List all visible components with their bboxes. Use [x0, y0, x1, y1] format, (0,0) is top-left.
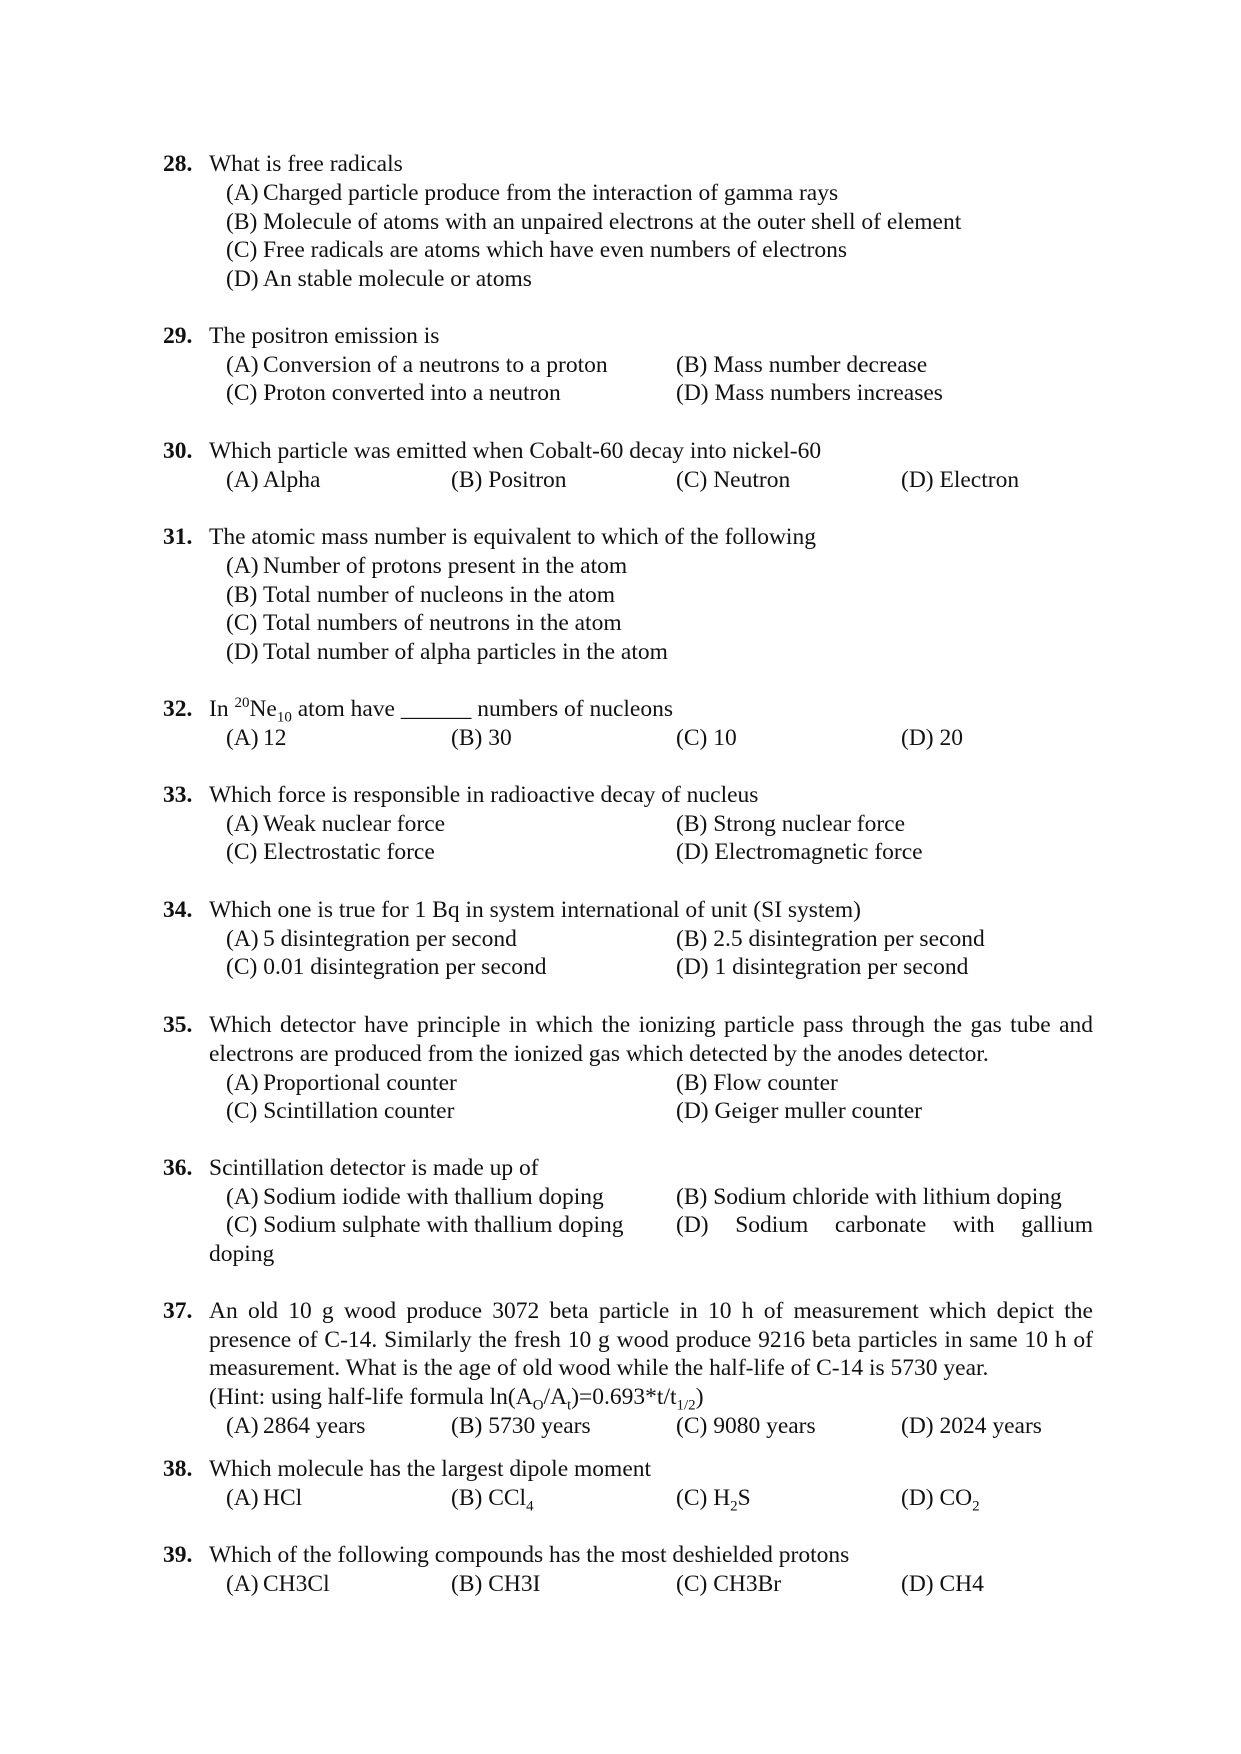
option-d: (D) Sodium carbonate with gallium: [676, 1212, 1093, 1238]
question-stem: What is free radicals: [209, 151, 403, 177]
question-number: 37.: [163, 1298, 193, 1324]
option-a: (A) Charged particle produce from the interaction of gamma rays: [226, 180, 839, 206]
option-c: (C) Proton converted into a neutron: [226, 380, 561, 406]
option-d: (D) CH4: [901, 1571, 984, 1597]
option-a: (A) HCl: [226, 1485, 303, 1511]
option-b: (B) Flow counter: [676, 1070, 838, 1096]
question-hint: (Hint: using half-life formula $\ln(A_O/A_t)=0.693*t/t_{1/2}$): [209, 1384, 704, 1414]
option-a: (A) Weak nuclear force: [226, 811, 446, 837]
option-b: (B) 30: [451, 725, 512, 751]
question-stem: Which force is responsible in radioactive decay of nucleus: [209, 782, 759, 808]
option-c: (C) CH3Br: [676, 1571, 782, 1597]
option-a: (A) Number of protons present in the atom: [226, 553, 628, 579]
option-a: (A) Proportional counter: [226, 1070, 457, 1096]
option-c: (C) Total numbers of neutrons in the atom: [226, 610, 622, 636]
option-a: (A) 12: [226, 725, 287, 751]
option-d: (D) $CO_2$: [901, 1485, 980, 1515]
option-a: (A) Alpha: [226, 467, 321, 493]
option-b: (B) Strong nuclear force: [676, 811, 906, 837]
question-number: 34.: [163, 897, 193, 923]
question-number: 36.: [163, 1155, 193, 1181]
question-number: 30.: [163, 438, 193, 464]
question-stem: An old 10 g wood produce 3072 beta particle in 10 h of measurement which depict the presence of C-14. Similarly the fresh 10 g wood produce 9216 beta particles in same 10 h of measurement. What is the age of old wood while the half-life of C-14 is 5730 year.: [209, 1298, 1093, 1381]
option-a: (A) 5 disintegration per second: [226, 926, 517, 952]
question-stem: The atomic mass number is equivalent to which of the following: [209, 524, 816, 550]
option-b: (B) 5730 years: [451, 1413, 591, 1439]
question-number: 38.: [163, 1456, 193, 1482]
option-c: (C) Scintillation counter: [226, 1098, 455, 1124]
question-number: 28.: [163, 151, 193, 177]
question-stem: In $^{20}Ne_{10}$ atom have ______ numbers of nucleons: [209, 695, 673, 726]
option-c: (C) 0.01 disintegration per second: [226, 954, 547, 980]
option-a: (A) Conversion of a neutrons to a proton: [226, 352, 608, 378]
option-b: (B) 2.5 disintegration per second: [676, 926, 985, 952]
option-c: (C) Electrostatic force: [226, 839, 435, 865]
option-a: (A) 2864 years: [226, 1413, 366, 1439]
option-d: (D) 2024 years: [901, 1413, 1042, 1439]
option-d: (D) Electron: [901, 467, 1020, 493]
question-stem: The positron emission is: [209, 323, 440, 349]
option-b: (B) Total number of nucleons in the atom: [226, 582, 616, 608]
option-c: (C) $H_2S$: [676, 1485, 751, 1515]
option-d: (D) Electromagnetic force: [676, 839, 923, 865]
question-number: 35.: [163, 1012, 193, 1038]
option-b: (B) CH3I: [451, 1571, 541, 1597]
option-c: (C) Neutron: [676, 467, 791, 493]
option-d: (D) 1 disintegration per second: [676, 954, 969, 980]
option-d: (D) Geiger muller counter: [676, 1098, 922, 1124]
question-stem: Which molecule has the largest dipole moment: [209, 1456, 652, 1482]
option-d: (D) Mass numbers increases: [676, 380, 943, 406]
option-d: (D) Total number of alpha particles in the atom: [226, 639, 668, 665]
question-number: 39.: [163, 1542, 193, 1568]
option-d: (D) 20: [901, 725, 963, 751]
question-stem: Scintillation detector is made up of: [209, 1155, 539, 1181]
option-c: (C) Free radicals are atoms which have even numbers of electrons: [226, 237, 848, 263]
option-a: (A) Sodium iodide with thallium doping: [226, 1184, 604, 1210]
option-c: (C) Sodium sulphate with thallium doping: [226, 1212, 624, 1238]
question-stem: Which detector have principle in which the ionizing particle pass through the gas tube and electrons are produced from the ionized gas which detected by the anodes detector.: [209, 1012, 1093, 1067]
option-d: (D) An stable molecule or atoms: [226, 266, 532, 292]
option-d-continuation: doping: [209, 1241, 275, 1267]
question-stem: Which particle was emitted when Cobalt-60 decay into nickel-60: [209, 438, 822, 464]
option-b: (B) Positron: [451, 467, 567, 493]
question-stem: Which of the following compounds has the most deshielded protons: [209, 1542, 850, 1568]
option-b: (B) Mass number decrease: [676, 352, 928, 378]
question-number: 33.: [163, 782, 193, 808]
option-c: (C) 9080 years: [676, 1413, 816, 1439]
option-b: (B) Sodium chloride with lithium doping: [676, 1184, 1062, 1210]
option-c: (C) 10: [676, 725, 737, 751]
option-b: (B) Molecule of atoms with an unpaired electrons at the outer shell of element: [226, 209, 962, 235]
question-number: 32.: [163, 696, 193, 722]
option-b: (B) CCl$_4$: [451, 1485, 534, 1515]
question-number: 31.: [163, 524, 193, 550]
question-stem: Which one is true for 1 Bq in system international of unit (SI system): [209, 897, 862, 923]
question-number: 29.: [163, 323, 193, 349]
option-a: (A) CH3Cl: [226, 1571, 330, 1597]
